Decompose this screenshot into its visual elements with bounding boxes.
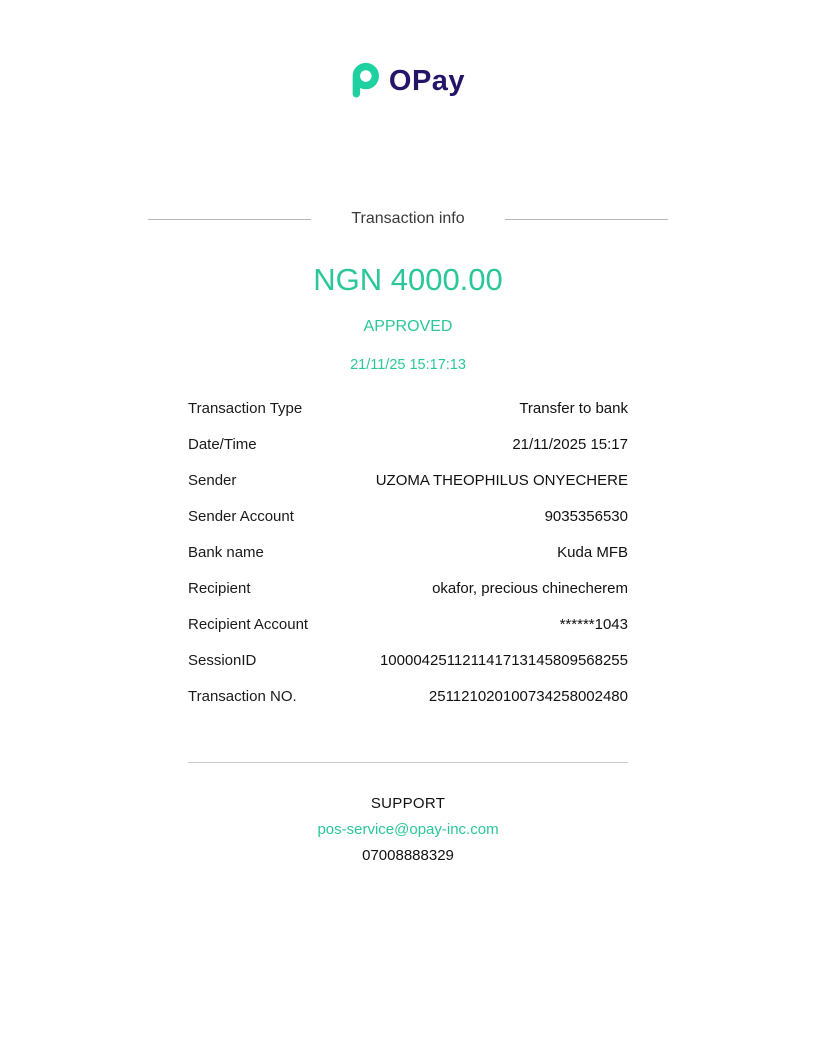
row-label: Bank name	[188, 544, 264, 561]
opay-wordmark: OPay	[388, 64, 466, 97]
row-label: Date/Time	[188, 436, 257, 453]
row-value: ******1043	[559, 616, 628, 633]
table-row	[188, 616, 628, 652]
row-label: Recipient Account	[188, 616, 309, 633]
row-value: Kuda MFB	[557, 544, 628, 561]
opay-p-icon	[351, 62, 379, 100]
row-value: 21/11/2025 15:17	[512, 436, 628, 453]
row-label: Transaction Type	[188, 400, 303, 417]
row-label: Sender	[188, 472, 237, 489]
table-row	[188, 436, 628, 472]
table-row	[188, 508, 628, 544]
row-value: UZOMA THEOPHILUS ONYECHERE	[375, 472, 628, 489]
status-badge: APPROVED	[363, 318, 453, 335]
transaction-details-table	[188, 400, 628, 724]
table-row	[188, 652, 628, 688]
table-row	[188, 472, 628, 508]
row-label: Transaction NO.	[188, 688, 297, 705]
row-label: Sender Account	[188, 508, 294, 525]
row-value: 100004251121141713145809568255	[379, 652, 628, 669]
support-phone: 07008888329	[362, 847, 454, 864]
row-value: okafor, precious chinecherem	[432, 580, 628, 597]
support-email-link[interactable]: pos-service@opay-inc.com	[317, 821, 499, 838]
transaction-amount: NGN 4000.00	[313, 262, 503, 297]
section-title: Transaction info	[351, 210, 465, 227]
support-section	[0, 795, 816, 864]
row-label: SessionID	[188, 652, 257, 669]
support-title: SUPPORT	[370, 795, 446, 812]
opay-logo	[0, 0, 816, 100]
row-value: 9035356530	[544, 508, 628, 525]
table-row	[188, 544, 628, 580]
row-label: Recipient	[188, 580, 251, 597]
table-row	[188, 580, 628, 616]
table-row	[188, 688, 628, 724]
row-value: Transfer to bank	[519, 400, 628, 417]
table-row	[188, 400, 628, 436]
transaction-datetime: 21/11/25 15:17:13	[350, 357, 466, 373]
row-value: 251121020100734258002480	[428, 688, 628, 705]
header-right-rule	[505, 219, 668, 220]
transaction-info-header	[148, 210, 668, 228]
footer-divider	[188, 762, 628, 763]
header-left-rule	[148, 219, 311, 220]
